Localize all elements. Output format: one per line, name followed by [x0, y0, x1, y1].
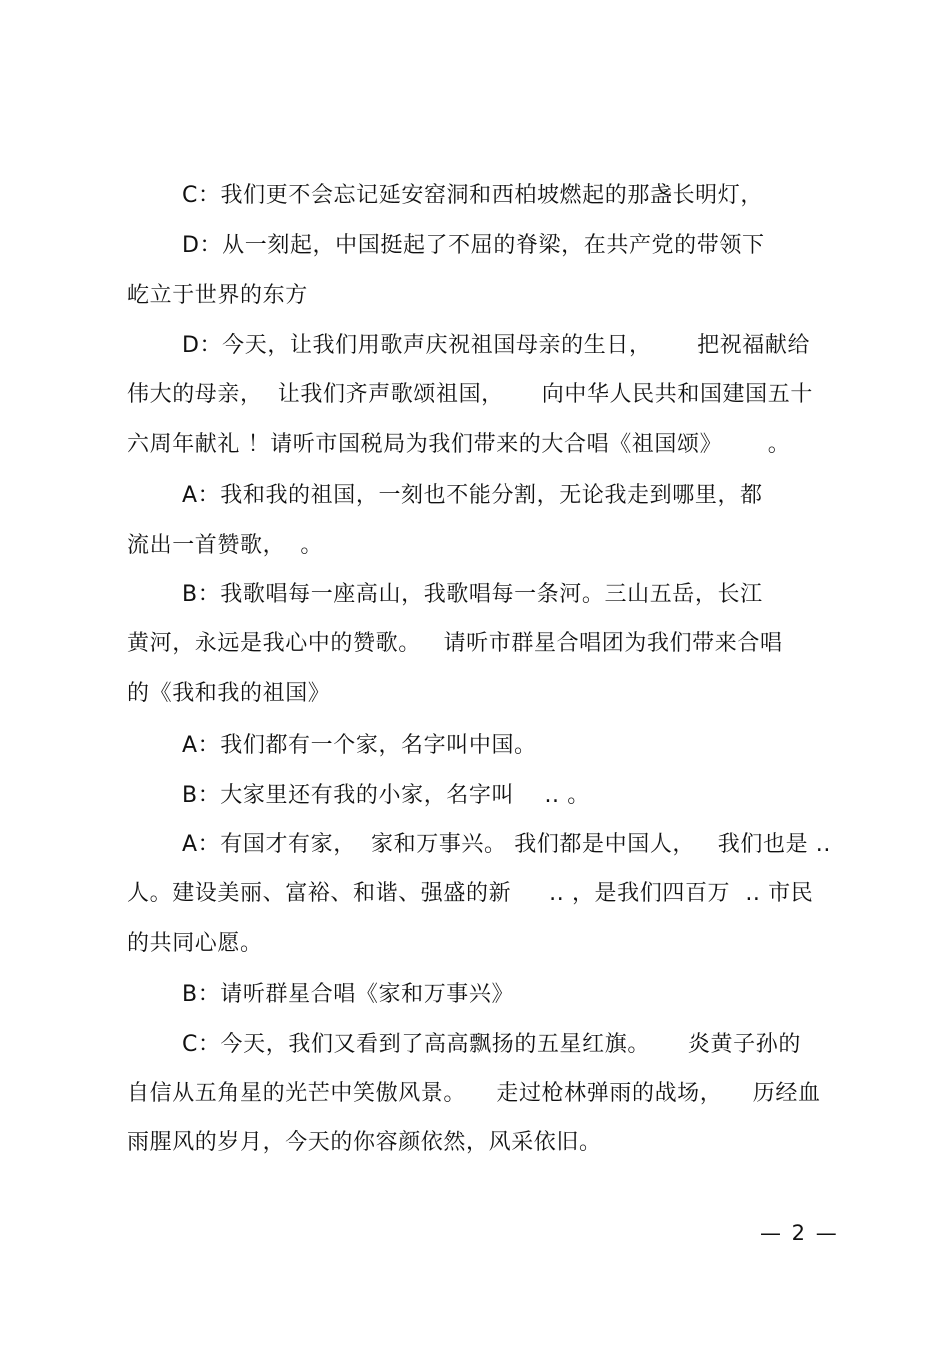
- text-line: 流出一首赞歌， 。: [127, 533, 323, 558]
- text-line: D：今天，让我们用歌声庆祝祖国母亲的生日， 把祝福献给: [182, 333, 811, 358]
- text-line: 伟大的母亲， 让我们齐声歌颂祖国， 向中华人民共和国建国五十: [127, 382, 813, 407]
- text-line: C：今天，我们又看到了高高飘扬的五星红旗。 炎黄子孙的: [182, 1032, 801, 1057]
- text-line: 自信从五角星的光芒中笑傲风景。 走过枪林弹雨的战场， 历经血: [127, 1081, 821, 1106]
- text-line: A：我和我的祖国，一刻也不能分割，无论我走到哪里，都: [182, 483, 763, 508]
- text-line: 雨腥风的岁月，今天的你容颜依然，风采依旧。: [127, 1130, 602, 1155]
- text-line: B：大家里还有我的小家，名字叫 .. 。: [182, 783, 590, 808]
- text-line: 屹立于世界的东方: [127, 283, 308, 308]
- text-line: 的共同心愿。: [127, 931, 263, 956]
- text-line: B：请听群星合唱《家和万事兴》: [182, 982, 515, 1007]
- text-line: C：我们更不会忘记延安窑洞和西柏坡燃起的那盏长明灯，: [182, 183, 763, 208]
- text-line: 的《我和我的祖国》: [127, 681, 331, 706]
- text-line: 人。建设美丽、富裕、和谐、强盛的新 .. ，是我们四百万 .. 市民: [127, 881, 814, 906]
- text-line: D：从一刻起，中国挺起了不屈的脊梁，在共产党的带领下: [182, 233, 765, 258]
- page-number: — 2 —: [760, 1221, 839, 1245]
- text-line: 六周年献礼 ！请听市国税局为我们带来的大合唱《祖国颂》 。: [127, 432, 791, 457]
- text-line: 黄河，永远是我心中的赞歌。 请听市群星合唱团为我们带来合唱: [127, 631, 783, 656]
- text-line: A：我们都有一个家，名字叫中国。: [182, 733, 537, 758]
- text-line: A：有国才有家， 家和万事兴。 我们都是中国人， 我们也是 ..: [182, 832, 831, 857]
- text-line: B：我歌唱每一座高山，我歌唱每一条河。三山五岳，长江: [182, 582, 763, 607]
